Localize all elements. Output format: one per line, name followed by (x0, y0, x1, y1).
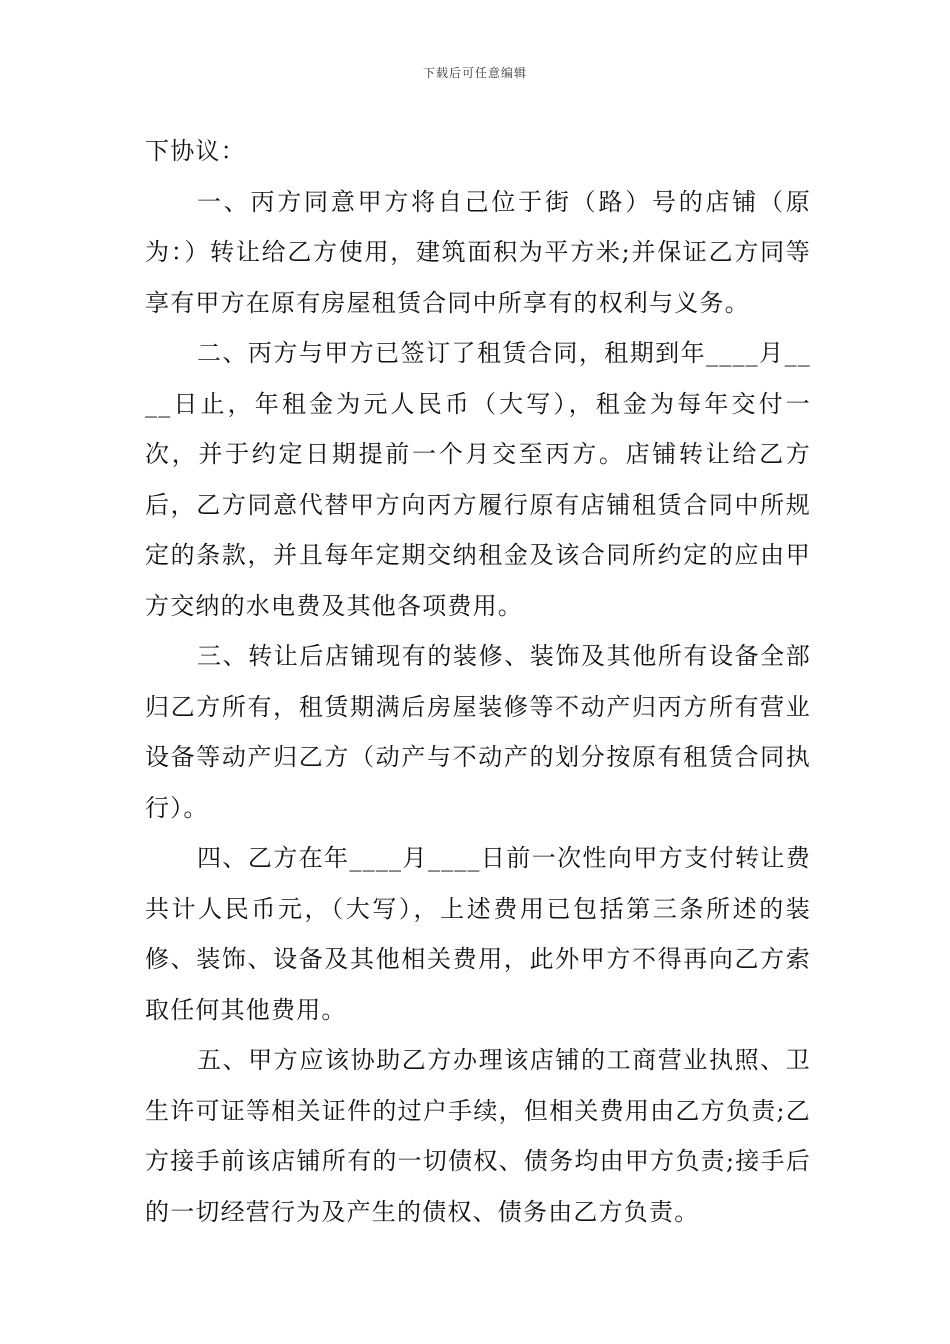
page-header: 下载后可任意编辑 (422, 66, 527, 80)
paragraph-clause-3: 三、转让后店铺现有的装修、装饰及其他所有设备全部归乙方所有，租赁期满后房屋装修等不动产归丙方所有营业设备等动产归乙方（动产与不动产的划分按原有租赁合同执行）。 (145, 642, 811, 822)
paragraph-clause-4: 四、乙方在年____月____日前一次性向甲方支付转让费共计人民币元，（大写），上述费用已包括第三条所述的装修、装饰、设备及其他相关费用，此外甲方不得再向乙方索取任何其他费用。 (145, 844, 811, 1024)
document-body (145, 126, 811, 1237)
paragraph-intro: 下协议： (145, 137, 246, 165)
paragraph-clause-5: 五、甲方应该协助乙方办理该店铺的工商营业执照、卫生许可证等相关证件的过户手续，但相关费用由乙方负责;乙方接手前该店铺所有的一切债权、债务均由甲方负责;接手后的一切经营行为及产生的债权、债务由乙方负责。 (145, 1046, 811, 1226)
paragraph-clause-2: 二、丙方与甲方已签订了租赁合同，租期到年____月____日止，年租金为元人民币（大写），租金为每年交付一次，并于约定日期提前一个月交至丙方。店铺转让给乙方后，乙方同意代替甲方向丙方履行原有店铺租赁合同中所规定的条款，并且每年定期交纳租金及该合同所约定的应由甲方交纳的水电费及其他各项费用。 (145, 339, 811, 620)
paragraph-clause-1: 一、丙方同意甲方将自己位于街（路）号的店铺（原为：）转让给乙方使用，建筑面积为平方米;并保证乙方同等享有甲方在原有房屋租赁合同中所享有的权利与义务。 (145, 187, 811, 317)
